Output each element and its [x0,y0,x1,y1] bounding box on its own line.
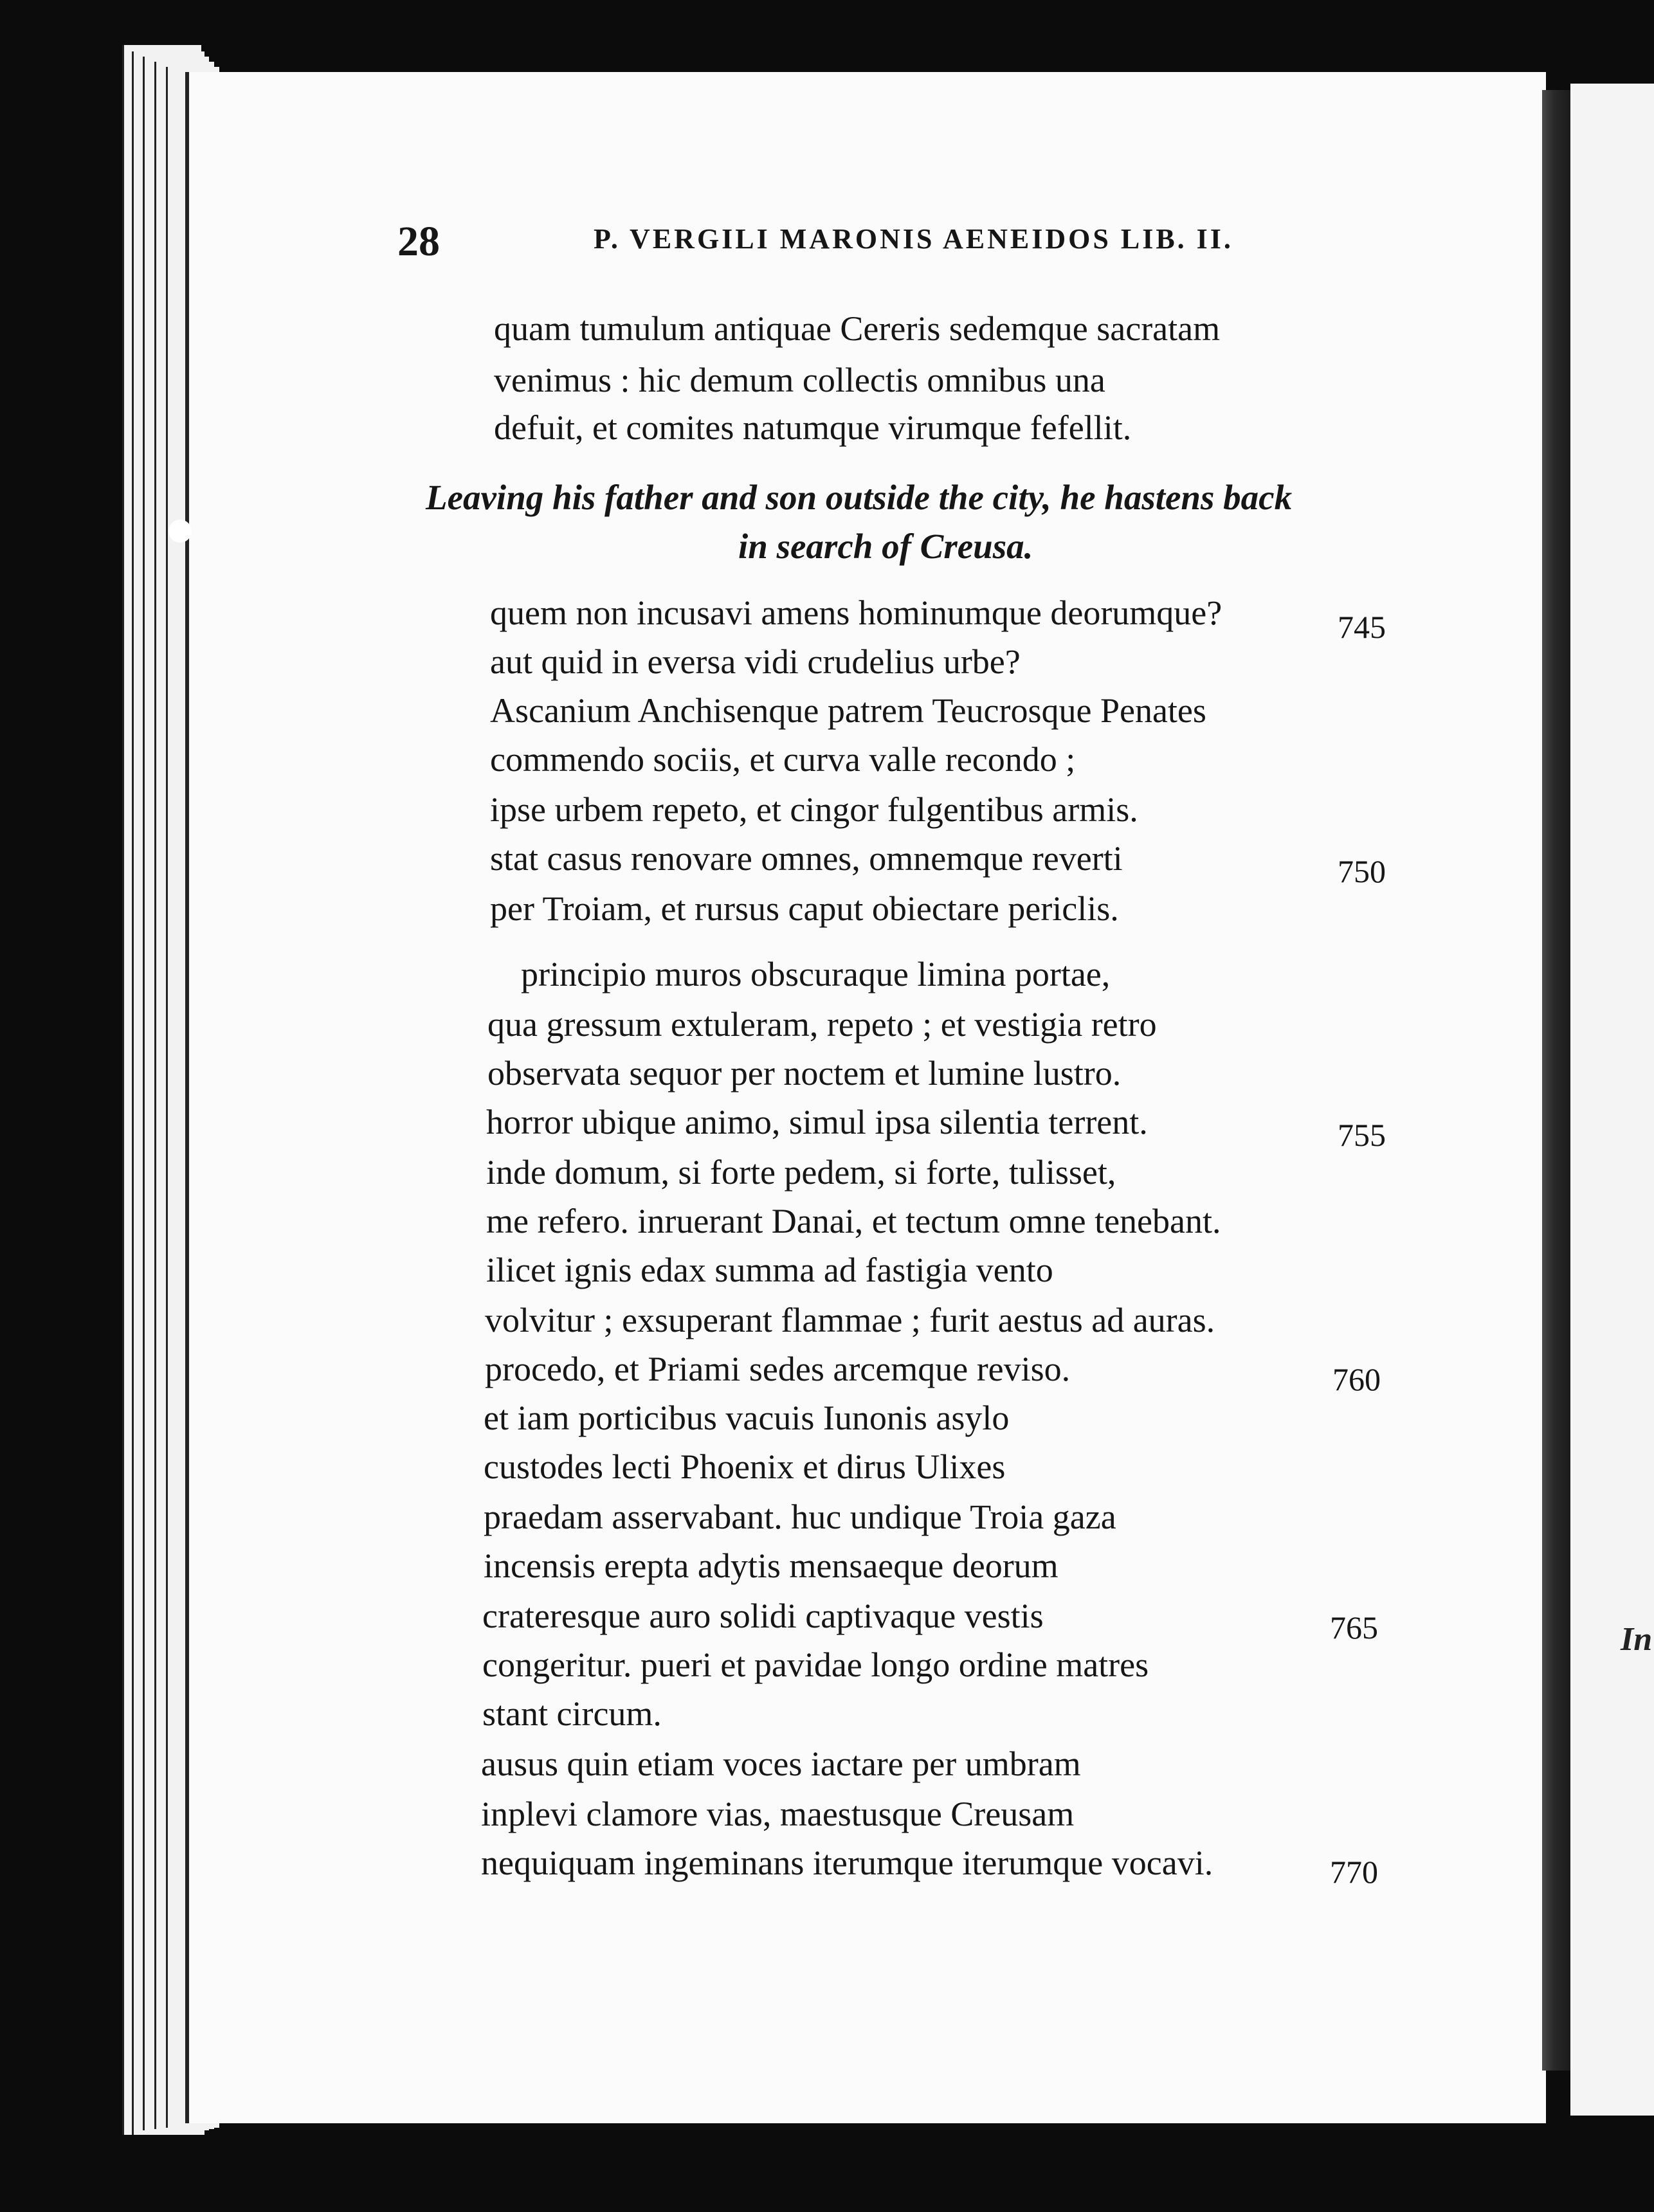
verse-line: incensis erepta adytis mensaeque deorum [484,1546,1059,1585]
verse-line: Ascanium Anchisenque patrem Teucrosque Penates [490,691,1206,730]
verse-line: me refero. inruerant Danai, et tectum omne tenebant. [486,1202,1221,1240]
line-number: 745 [1338,609,1386,645]
section-heading: Leaving his father and son outside the city, he hastens back [426,478,1293,517]
verse-line: per Troiam, et rursus caput obiectare periclis. [490,889,1119,928]
verse-line: horror ubique animo, simul ipsa silentia terrent. [486,1103,1148,1141]
verse-line: aut quid in eversa vidi crudelius urbe? [490,642,1021,681]
verse-line: stant circum. [482,1694,662,1733]
verse-line: stat casus renovare omnes, omnemque reverti [490,839,1123,878]
line-number: 770 [1330,1854,1378,1890]
running-title: P. VERGILI MARONIS AENEIDOS LIB. II. [594,223,1233,255]
facing-page [1570,84,1654,2116]
verse-line: procedo, et Priami sedes arcemque reviso. [485,1350,1071,1388]
verse-line: crateresque auro solidi captivaque vestis [482,1597,1044,1635]
verse-line: commendo sociis, et curva valle recondo ; [490,740,1076,779]
section-heading: in search of Creusa. [738,527,1033,566]
verse-line: ipse urbem repeto, et cingor fulgentibus armis. [490,790,1138,829]
verse-line: quem non incusavi amens hominumque deorumque? [490,594,1222,632]
verse-line: volvitur ; exsuperant flammae ; furit aestus ad auras. [485,1301,1215,1339]
verse-line: et iam porticibus vacuis Iunonis asylo [484,1399,1010,1437]
verse-line: quam tumulum antiquae Cereris sedemque sacratam [494,309,1221,348]
page-number: 28 [397,218,440,265]
verse-line: venimus : hic demum collectis omnibus una [494,361,1105,399]
line-number: 765 [1330,1609,1378,1645]
verse-line: congeritur. pueri et pavidae longo ordine matres [482,1645,1149,1684]
verse-line: principio muros obscuraque limina portae, [521,955,1111,993]
verse-line: inde domum, si forte pedem, si forte, tulisset, [486,1153,1116,1192]
line-number: 760 [1332,1361,1381,1397]
line-number: 750 [1338,853,1386,889]
line-number: 755 [1338,1117,1386,1153]
verse-line: ilicet ignis edax summa ad fastigia vento [486,1251,1053,1289]
verse-line: qua gressum extuleram, repeto ; et vestigia retro [487,1005,1157,1044]
verse-line: observata sequor per noctem et lumine lustro. [487,1054,1122,1092]
facing-page-fragment: In [1621,1621,1653,1658]
verse-line: ausus quin etiam voces iactare per umbram [481,1745,1081,1783]
page-shadow [1542,90,1570,2071]
verse-line: nequiquam ingeminans iterumque iterumque vocavi. [481,1844,1213,1882]
verse-line: inplevi clamore vias, maestusque Creusam [481,1795,1075,1833]
verse-line: defuit, et comites natumque virumque fefellit. [494,408,1132,447]
verse-line: custodes lecti Phoenix et dirus Ulixes [484,1447,1006,1486]
verse-line: praedam asservabant. huc undique Troia gaza [484,1498,1116,1536]
scan-speck [168,520,192,543]
